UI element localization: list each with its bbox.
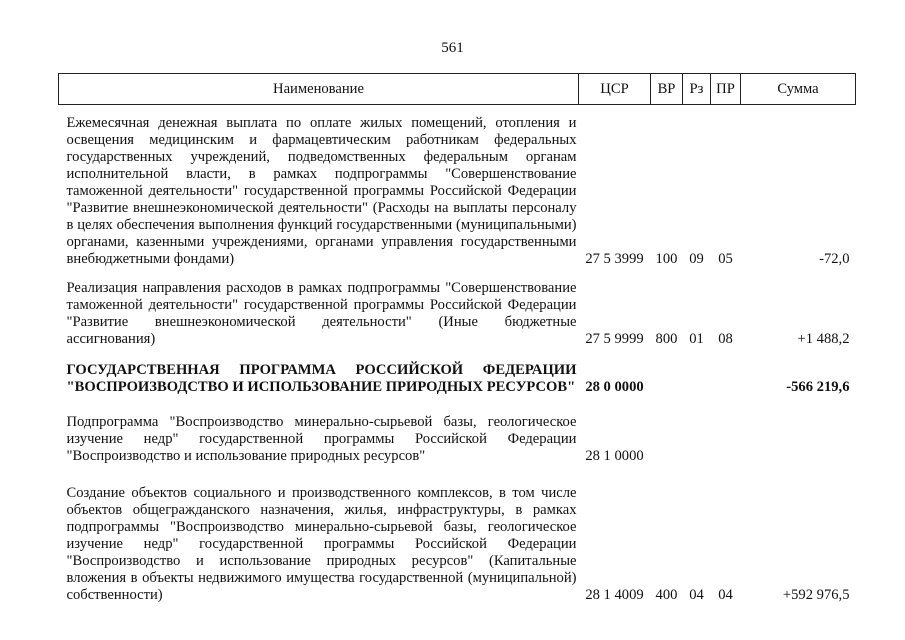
table-header-row (59, 74, 856, 105)
row-sum (741, 396, 856, 465)
row-name: Ежемесячная денежная выплата по оплате жилых помещений, отопления и освещения медицинским и фармацевтическим работникам федеральных государственных учреждений, подведомственных федеральным органам исполнительной власти, в рамках подпрограммы "Совершенствование таможенной деятельности" государственной программы Российской Федерации "Развитие внешнеэкономической деятельности" (Расходы на выплаты персоналу в целях обеспечения выполнения функций государственными (муниципальными) органами, казенными учреждениями, органами управления государственными внебюджетными фондами) (66, 115, 577, 267)
row-pr (711, 396, 741, 465)
row-pr (711, 348, 741, 396)
row-vr: 800 (655, 331, 678, 347)
table-row (59, 268, 856, 348)
row-vr (651, 348, 683, 396)
row-rz (683, 348, 711, 396)
column-header-vr: ВР (651, 74, 683, 105)
row-sum: +592 976,5 (782, 587, 850, 603)
page-number: 561 (441, 40, 464, 56)
row-name: Реализация направления расходов в рамках подпрограммы "Совершенствование таможенной деятельности" государственной программы Российской Федерации "Развитие внешнеэкономической деятельности" (Иные бюджетные ассигнования) (66, 280, 577, 347)
column-header-pr: ПР (711, 74, 741, 105)
row-csr: 28 1 4009 (585, 587, 644, 603)
row-sum: -72,0 (819, 251, 850, 267)
row-vr: 400 (655, 587, 678, 603)
column-header-csr: ЦСР (579, 74, 651, 105)
row-csr: 27 5 9999 (585, 331, 644, 347)
row-csr: 28 1 0000 (585, 448, 644, 464)
row-pr: 04 (718, 587, 733, 603)
row-vr (651, 396, 683, 465)
column-header-sum: Сумма (741, 74, 856, 105)
column-header-rz: Рз (683, 74, 711, 105)
budget-table (58, 73, 856, 604)
table-row (59, 105, 856, 269)
row-sum: -566 219,6 (786, 379, 850, 395)
row-rz: 09 (689, 251, 704, 267)
row-sum: +1 488,2 (797, 331, 850, 347)
row-name: Подпрограмма "Воспроизводство минерально-сырьевой базы, геологическое изучение недр" государственной программы Российской Федерации "Воспроизводство и использование природных ресурсов" (66, 414, 577, 464)
row-rz: 04 (689, 587, 704, 603)
column-header-name: Наименование (59, 74, 579, 105)
row-rz: 01 (689, 331, 704, 347)
table-row (59, 465, 856, 604)
row-name: Создание объектов социального и производственного комплексов, в том числе объектов общегражданского назначения, жилья, инфраструктуры, в рамках подпрограммы "Воспроизводство минерально-сырьевой базы, геологическое изучение недр" государственной программы Российской Федерации "Воспроизводство и использование природных ресурсов" (Капитальные вложения в объекты недвижимого имущества государственной (муниципальной) собственности) (66, 485, 577, 603)
row-rz (683, 396, 711, 465)
row-name: ГОСУДАРСТВЕННАЯ ПРОГРАММА РОССИЙСКОЙ ФЕДЕРАЦИИ "ВОСПРОИЗВОДСТВО И ИСПОЛЬЗОВАНИЕ ПРИРОДНЫХ РЕСУРСОВ" (66, 362, 577, 395)
row-csr: 28 0 0000 (585, 379, 644, 395)
table-row (59, 396, 856, 465)
row-pr: 08 (718, 331, 733, 347)
row-vr: 100 (655, 251, 678, 267)
row-csr: 27 5 3999 (585, 251, 644, 267)
table-row (59, 348, 856, 396)
row-pr: 05 (718, 251, 733, 267)
